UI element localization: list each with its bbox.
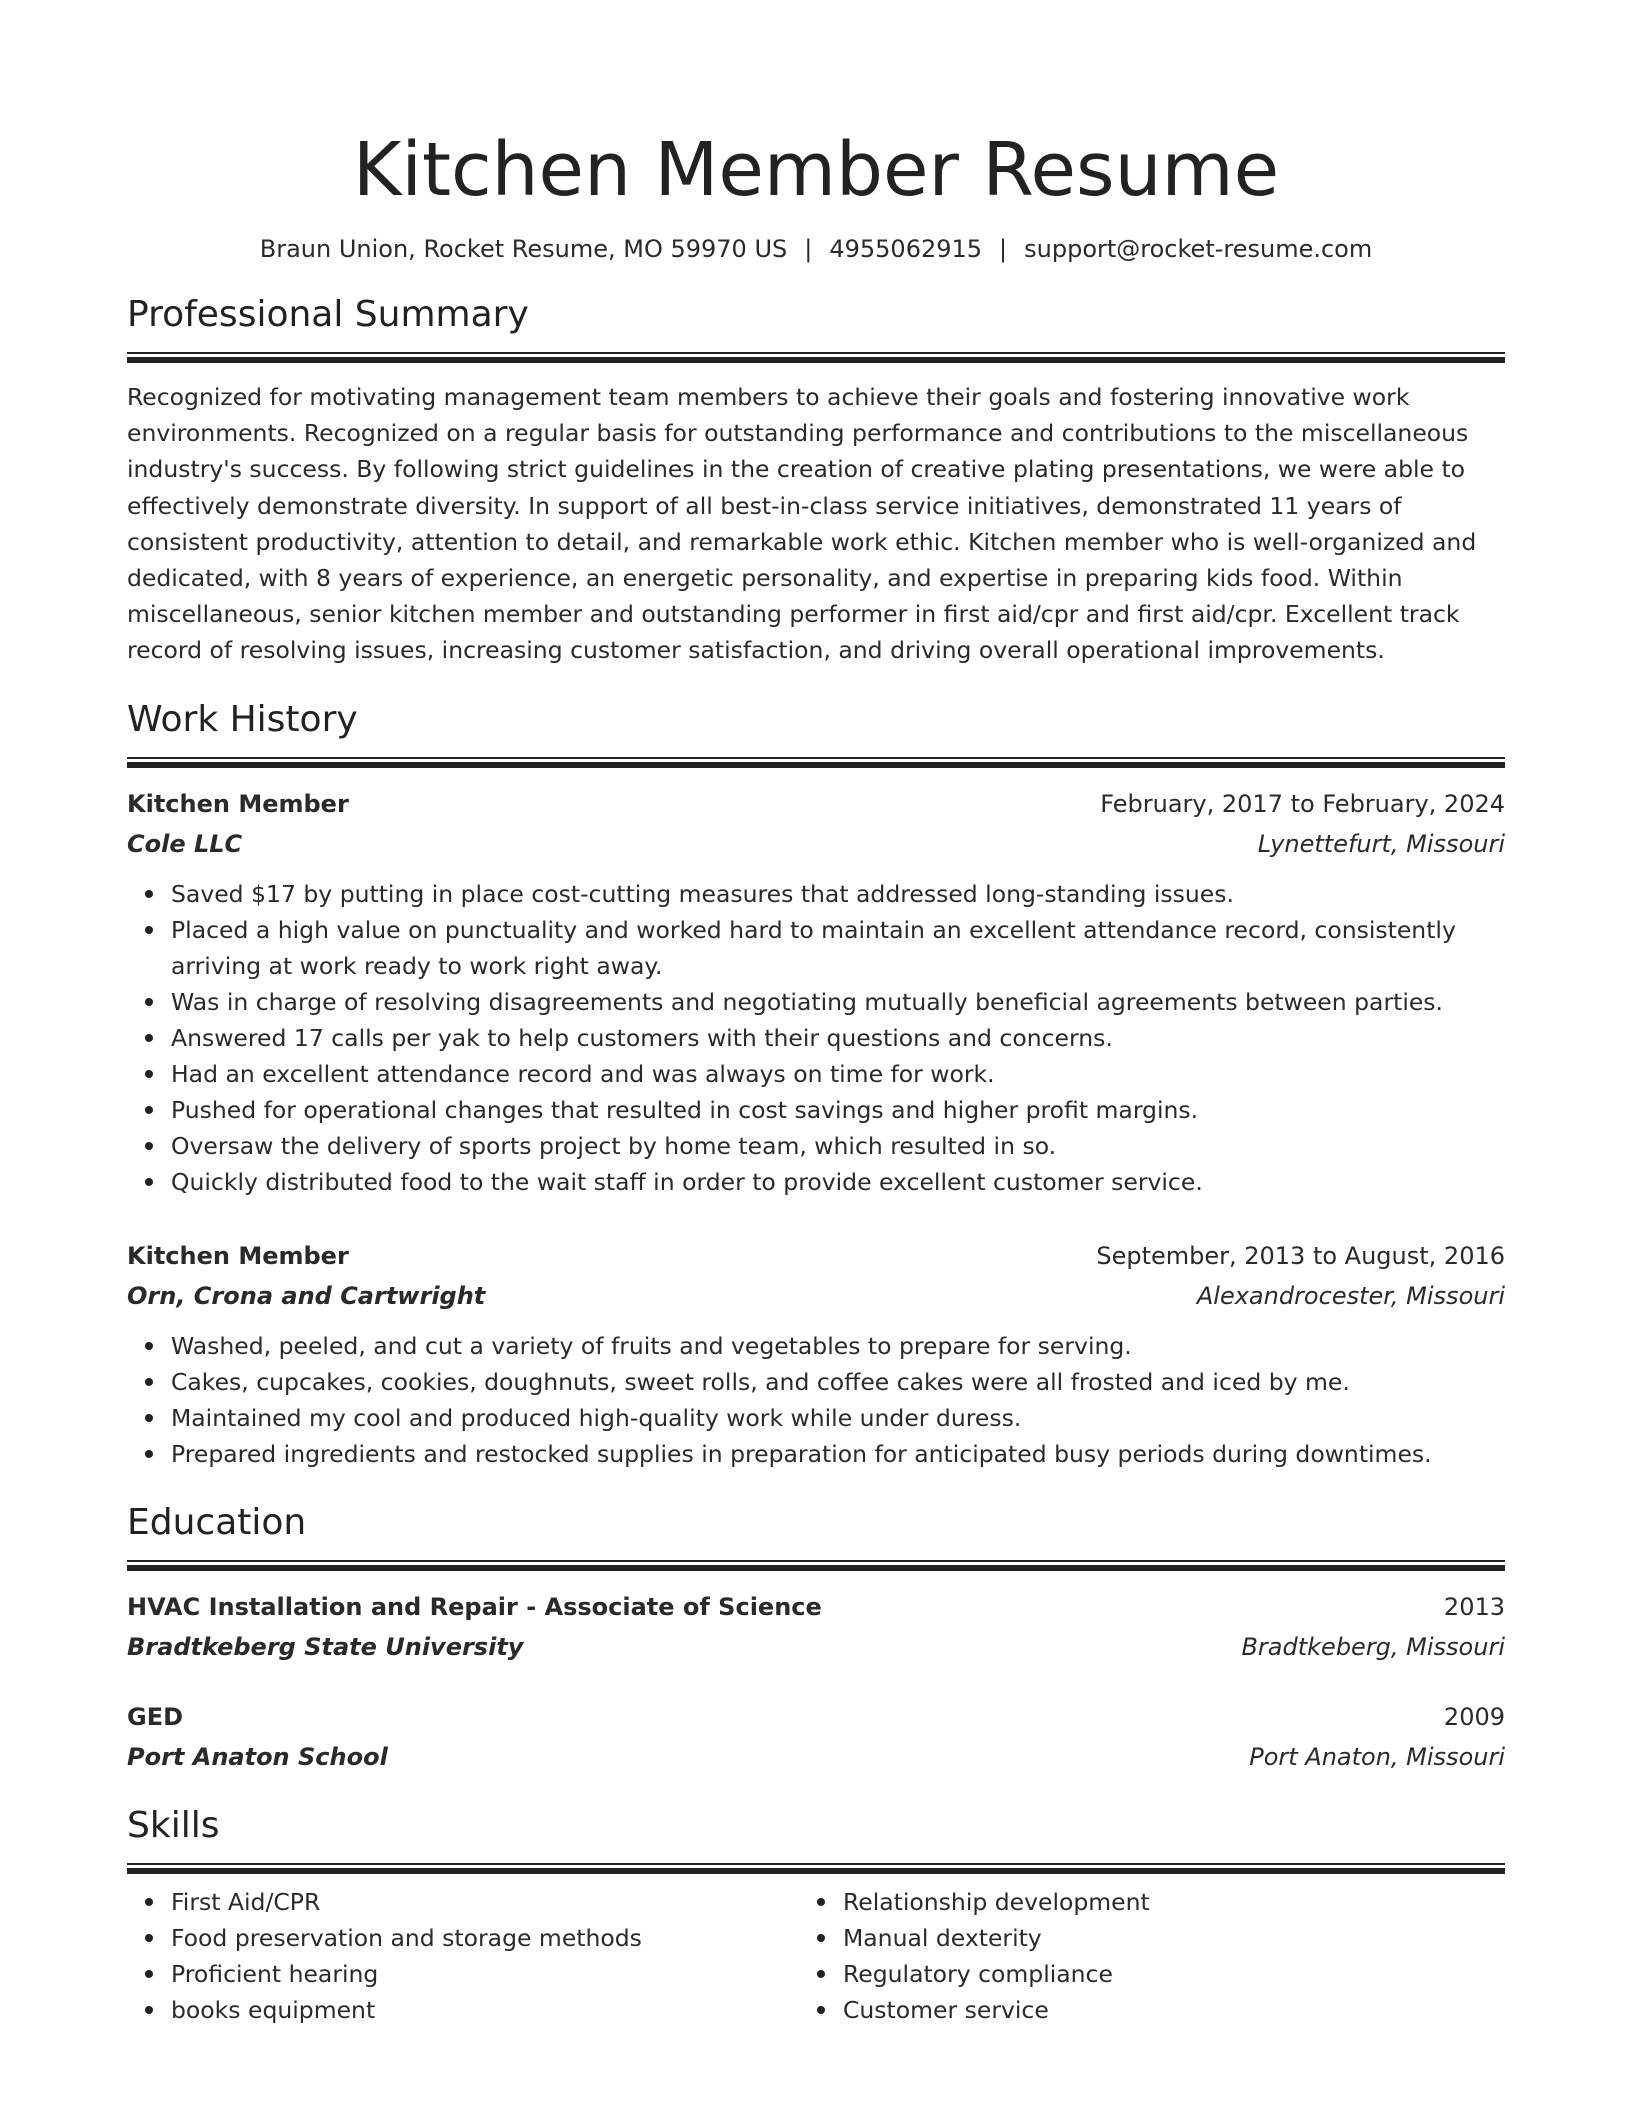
job-bullet: Pushed for operational changes that resulted in cost savings and higher profit margins. bbox=[171, 1092, 1505, 1128]
skill-item: Customer service bbox=[843, 1992, 1471, 2028]
contact-line bbox=[127, 234, 1505, 264]
skill-item: Manual dexterity bbox=[843, 1920, 1471, 1956]
job-bullet: Was in charge of resolving disagreements and negotiating mutually beneficial agreements between parties. bbox=[171, 984, 1505, 1020]
skills-column-left bbox=[127, 1884, 799, 2028]
summary-text: Recognized for motivating management team members to achieve their goals and fostering innovative work environments. Recognized on a regular basis for outstanding performance and contributions to the miscellaneous industry's success. By following strict guidelines in the creation of creative plating presentations, we were able to effectively demonstrate diversity. In support of all best-in-class service initiatives, demonstrated 11 years of consistent productivity, attention to detail, and remarkable work ethic. Kitchen member who is well-organized and dedicated, with 8 years of experience, an energetic personality, and expertise in preparing kids food. Within miscellaneous, senior kitchen member and outstanding performer in first aid/cpr and first aid/cpr. Excellent track record of resolving issues, increasing customer satisfaction, and driving overall operational improvements. bbox=[127, 383, 1477, 665]
job-bullet: Placed a high value on punctuality and worked hard to maintain an excellent attendance record, consistently arriving at work ready to work right away. bbox=[171, 912, 1505, 984]
skill-item: Relationship development bbox=[843, 1884, 1471, 1920]
section-divider bbox=[127, 352, 1505, 363]
resume-title: Kitchen Member Resume bbox=[352, 127, 1280, 213]
skill-item: Regulatory compliance bbox=[843, 1956, 1471, 1992]
job-entry bbox=[127, 784, 1505, 1200]
job-bullet: Cakes, cupcakes, cookies, doughnuts, sweet rolls, and coffee cakes were all frosted and iced by me. bbox=[171, 1364, 1505, 1400]
education-degree: HVAC Installation and Repair - Associate of Science bbox=[127, 1592, 822, 1621]
job-location: Lynettefurt, Missouri bbox=[1257, 829, 1505, 858]
job-bullet: Answered 17 calls per yak to help customers with their questions and concerns. bbox=[171, 1020, 1505, 1056]
contact-address: Braun Union, Rocket Resume, MO 59970 US bbox=[259, 235, 788, 263]
skill-item: Proficient hearing bbox=[171, 1956, 799, 1992]
education-entry bbox=[127, 1697, 1505, 1777]
section-divider bbox=[127, 1863, 1505, 1874]
skill-item: First Aid/CPR bbox=[171, 1884, 799, 1920]
contact-separator: | bbox=[804, 235, 813, 263]
education-year: 2009 bbox=[1443, 1702, 1505, 1731]
education-location: Port Anaton, Missouri bbox=[1249, 1742, 1505, 1771]
job-bullet: Had an excellent attendance record and was always on time for work. bbox=[171, 1056, 1505, 1092]
job-bullet-list bbox=[127, 876, 1505, 1200]
education-school: Port Anaton School bbox=[127, 1742, 388, 1771]
skills-list bbox=[127, 1884, 799, 2028]
section-title-education: Education bbox=[127, 1501, 307, 1543]
education-location: Bradtkeberg, Missouri bbox=[1241, 1632, 1505, 1661]
education-school: Bradtkeberg State University bbox=[127, 1632, 524, 1661]
skill-item: Food preservation and storage methods bbox=[171, 1920, 799, 1956]
job-bullet: Quickly distributed food to the wait staff in order to provide excellent customer service. bbox=[171, 1164, 1505, 1200]
skills-grid bbox=[127, 1884, 1505, 2028]
contact-email: support@rocket-resume.com bbox=[1024, 235, 1373, 263]
job-bullet: Saved $17 by putting in place cost-cutting measures that addressed long-standing issues. bbox=[171, 876, 1505, 912]
section-divider bbox=[127, 1560, 1505, 1571]
job-location: Alexandrocester, Missouri bbox=[1196, 1281, 1505, 1310]
job-bullet: Washed, peeled, and cut a variety of fruits and vegetables to prepare for serving. bbox=[171, 1328, 1505, 1364]
skills-list bbox=[799, 1884, 1471, 2028]
section-divider bbox=[127, 757, 1505, 768]
job-company: Cole LLC bbox=[127, 829, 243, 858]
section-title-skills: Skills bbox=[127, 1804, 220, 1846]
job-dates: February, 2017 to February, 2024 bbox=[1100, 789, 1505, 818]
skill-item: books equipment bbox=[171, 1992, 799, 2028]
job-title: Kitchen Member bbox=[127, 789, 349, 818]
education-degree: GED bbox=[127, 1702, 184, 1731]
job-bullet-list bbox=[127, 1328, 1505, 1472]
section-title-summary: Professional Summary bbox=[127, 294, 529, 335]
job-bullet: Prepared ingredients and restocked supplies in preparation for anticipated busy periods during downtimes. bbox=[171, 1436, 1505, 1472]
job-bullet: Maintained my cool and produced high-quality work while under duress. bbox=[171, 1400, 1505, 1436]
section-title-work-history: Work History bbox=[127, 698, 358, 740]
education-entry bbox=[127, 1587, 1505, 1667]
education-year: 2013 bbox=[1443, 1592, 1505, 1621]
contact-separator: | bbox=[999, 235, 1008, 263]
skills-column-right bbox=[799, 1884, 1471, 2028]
job-dates: September, 2013 to August, 2016 bbox=[1096, 1241, 1505, 1270]
job-entry bbox=[127, 1236, 1505, 1472]
job-company: Orn, Crona and Cartwright bbox=[127, 1281, 486, 1310]
contact-phone: 4955062915 bbox=[829, 235, 983, 263]
job-bullet: Oversaw the delivery of sports project by home team, which resulted in so. bbox=[171, 1128, 1505, 1164]
job-title: Kitchen Member bbox=[127, 1241, 349, 1270]
